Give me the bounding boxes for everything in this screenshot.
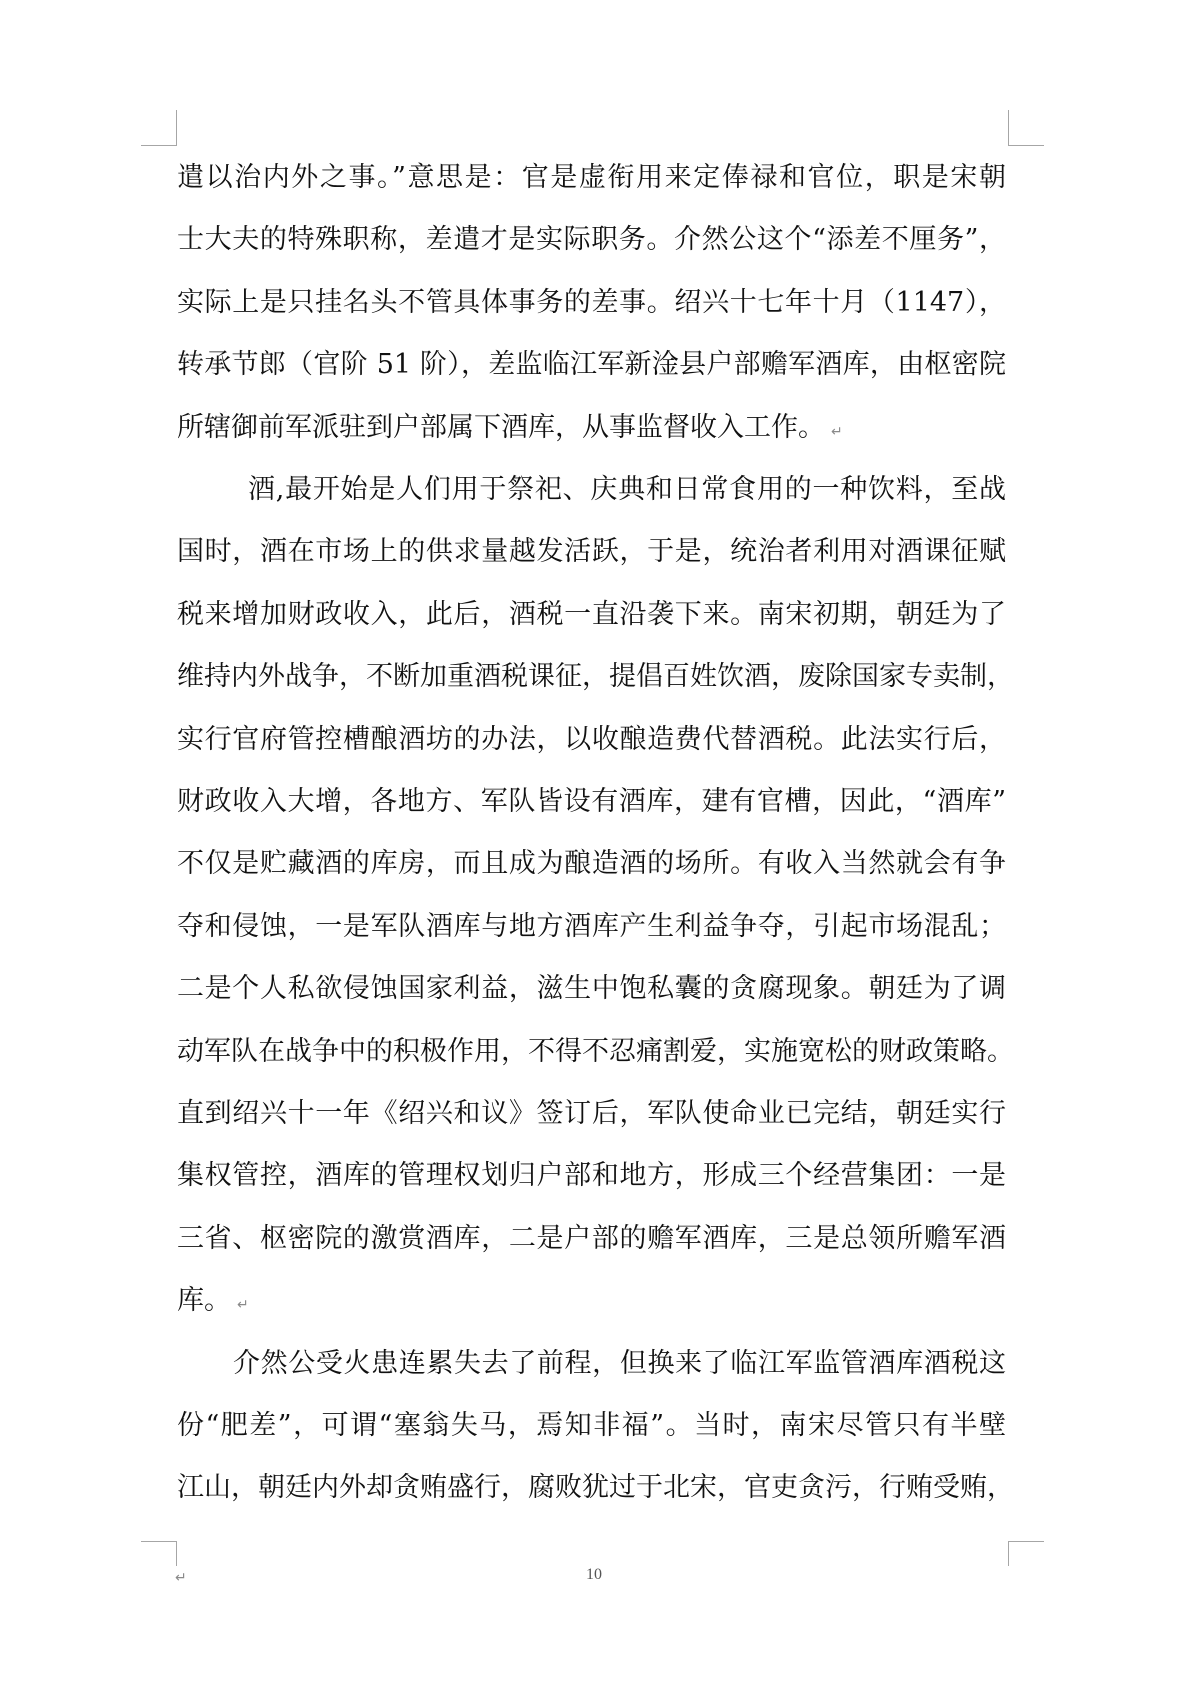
text-line: [177, 969, 1006, 1009]
line-text: 所辖御前军派驻到户部属下酒库，从事监督收入工作。: [177, 411, 825, 443]
line-text: 份“肥差”，可谓“塞翁失马，焉知非福”。当时，南宋尽管只有半壁: [177, 1410, 1006, 1441]
text-line: [177, 1406, 1006, 1446]
line-text: 不仅是贮藏酒的库房，而且成为酿造酒的场所。有收入当然就会有争: [177, 848, 1006, 880]
text-line: [177, 220, 1006, 260]
line-text: 集权管控，酒库的管理权划归户部和地方，形成三个经营集团：一是: [177, 1160, 1006, 1192]
paragraph-mark-icon: ↵: [175, 1570, 187, 1586]
text-line: [177, 532, 1006, 572]
text-line: [177, 782, 1006, 822]
line-text: 财政收入大增，各地方、军队皆设有酒库，建有官槽，因此，“酒库”: [177, 786, 1006, 817]
line-text: 国时，酒在市场上的供求量越发活跃，于是，统治者利用对酒课征赋: [177, 536, 1006, 568]
text-line: [177, 408, 1006, 448]
line-text: 库。: [177, 1285, 231, 1317]
line-text: 士大夫的特殊职称，差遣才是实际职务。介然公这个“添差不厘务”，: [177, 224, 1006, 256]
text-line: [177, 657, 1014, 697]
line-text: 遣以治内外之事。”意思是：官是虚衔用来定俸禄和官位，职是宋朝: [177, 162, 1006, 193]
line-text: 酒,最开始是人们用于祭祀、庆典和日常食用的一种饮料，至战: [248, 474, 1006, 505]
line-text: 转承节郎（官阶 51 阶），差监临江军新淦县户部赡军酒库，由枢密院: [177, 349, 1006, 381]
text-line: [177, 907, 1006, 947]
line-text: 税来增加财政收入，此后，酒税一直沿袭下来。南宋初期，朝廷为了: [177, 598, 1006, 630]
text-line: [177, 595, 1006, 635]
text-line: [177, 1156, 1006, 1196]
crop-mark-bottom-right: [1008, 1541, 1044, 1566]
line-text: 二是个人私欲侵蚀国家利益，滋生中饱私囊的贪腐现象。朝廷为了调: [177, 973, 1006, 1005]
crop-mark-top-right: [1008, 110, 1044, 146]
line-text: 实行官府管控槽酿酒坊的办法，以收酿造费代替酒税。此法实行后，: [177, 723, 1006, 755]
text-line: [177, 844, 1006, 884]
line-text: 江山，朝廷内外却贪贿盛行，腐败犹过于北宋，官吏贪污，行贿受贿，: [177, 1472, 1014, 1504]
line-text: 介然公受火患连累失去了前程，但换来了临江军监管酒库酒税这: [233, 1347, 1006, 1379]
text-line: [177, 158, 1006, 198]
paragraph-mark-icon: ↵: [237, 1297, 249, 1314]
text-line: [177, 1094, 1006, 1134]
text-line: [177, 1281, 1006, 1321]
line-text: 夺和侵蚀，一是军队酒库与地方酒库产生利益争夺，引起市场混乱；: [177, 910, 1006, 942]
line-text: 三省、枢密院的激赏酒库，二是户部的赡军酒库，三是总领所赡军酒: [177, 1222, 1006, 1254]
text-line: [177, 1219, 1006, 1259]
text-line: [177, 1468, 1014, 1508]
text-line: [177, 345, 1006, 385]
line-text: 直到绍兴十一年《绍兴和议》签订后，军队使命业已完结，朝廷实行: [177, 1098, 1006, 1129]
text-line: [233, 1344, 1006, 1384]
line-text: 实际上是只挂名头不管具体事务的差事。绍兴十七年十月（1147），: [177, 286, 1006, 318]
line-text: 维持内外战争，不断加重酒税课征，提倡百姓饮酒，废除国家专卖制，: [177, 661, 1014, 693]
text-line: [248, 470, 1006, 510]
text-line: [177, 1032, 1014, 1072]
text-line: [177, 283, 1006, 323]
paragraph-mark-icon: ↵: [831, 423, 843, 440]
line-text: 动军队在战争中的积极作用，不得不忍痛割爱，实施宽松的财政策略。: [177, 1035, 1014, 1067]
crop-mark-bottom-left: [141, 1541, 177, 1566]
text-line: [177, 720, 1006, 760]
crop-mark-top-left: [141, 110, 177, 146]
page-number: 10: [586, 1566, 602, 1583]
